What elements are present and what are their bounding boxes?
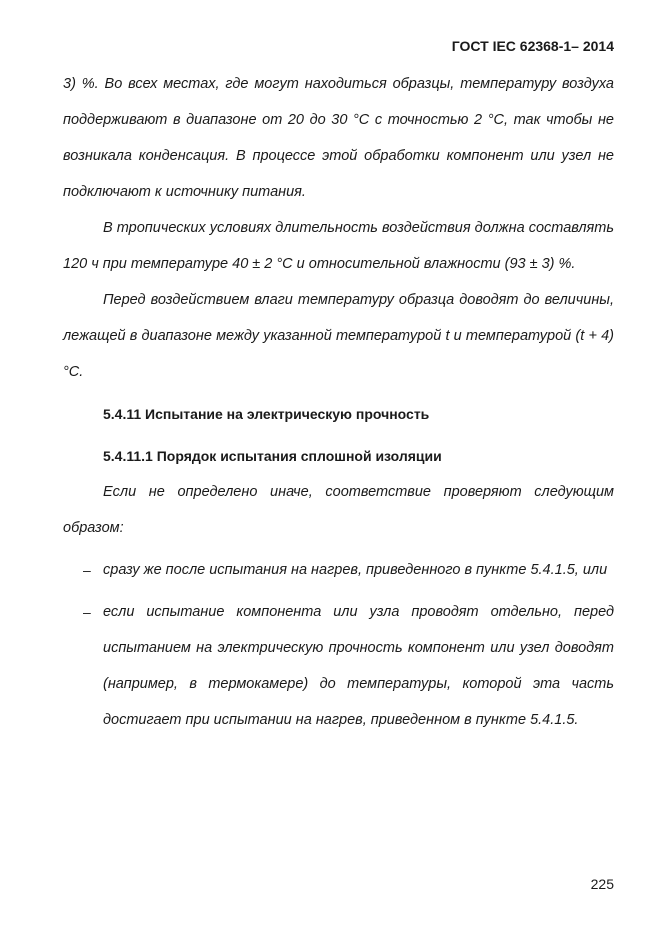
list-item-text: сразу же после испытания на нагрев, приведенного в пункте 5.4.1.5, или [103,562,608,578]
document-body [63,66,614,738]
list-bullet: – [83,562,91,578]
list-bullet: – [83,604,91,620]
paragraph-tropical-conditions: В тропических условиях длительность воздействия должна составлять 120 ч при температуре 40 ± 2 °С и относительной влажности (93 ± 3) %. [63,220,614,272]
paragraph-continuation: 3) %. Во всех местах, где могут находиться образцы, температуру воздуха поддерживают в диапазоне от 20 до 30 °С с точностью 2 °С, так чтобы не возникала конденсация. В процессе этой обработки компонент или узел не подключают к источнику питания. [63,76,614,200]
list-item [63,594,614,738]
section-heading-5-4-11: 5.4.11 Испытание на электрическую прочность [103,406,430,422]
paragraph-humidity-preparation: Перед воздействием влаги температуру образца доводят до величины, лежащей в диапазоне между указанной температурой t и температурой (t + 4) °С. [63,292,614,380]
list-item [63,552,614,588]
page-number: 225 [590,876,614,892]
list-item-text: если испытание компонента или узла проводят отдельно, перед испытанием на электрическую прочность компонент или узел доводят (например, в термокамере) до температуры, которой эта часть достигает при испытании на нагрев, приведенном в пункте 5.4.1.5. [103,604,614,728]
document-header: ГОСТ IEC 62368-1– 2014 [451,38,614,54]
section-heading-5-4-11-1: 5.4.11.1 Порядок испытания сплошной изоляции [103,448,442,464]
paragraph-compliance-intro: Если не определено иначе, соответствие проверяют следующим образом: [63,484,614,536]
